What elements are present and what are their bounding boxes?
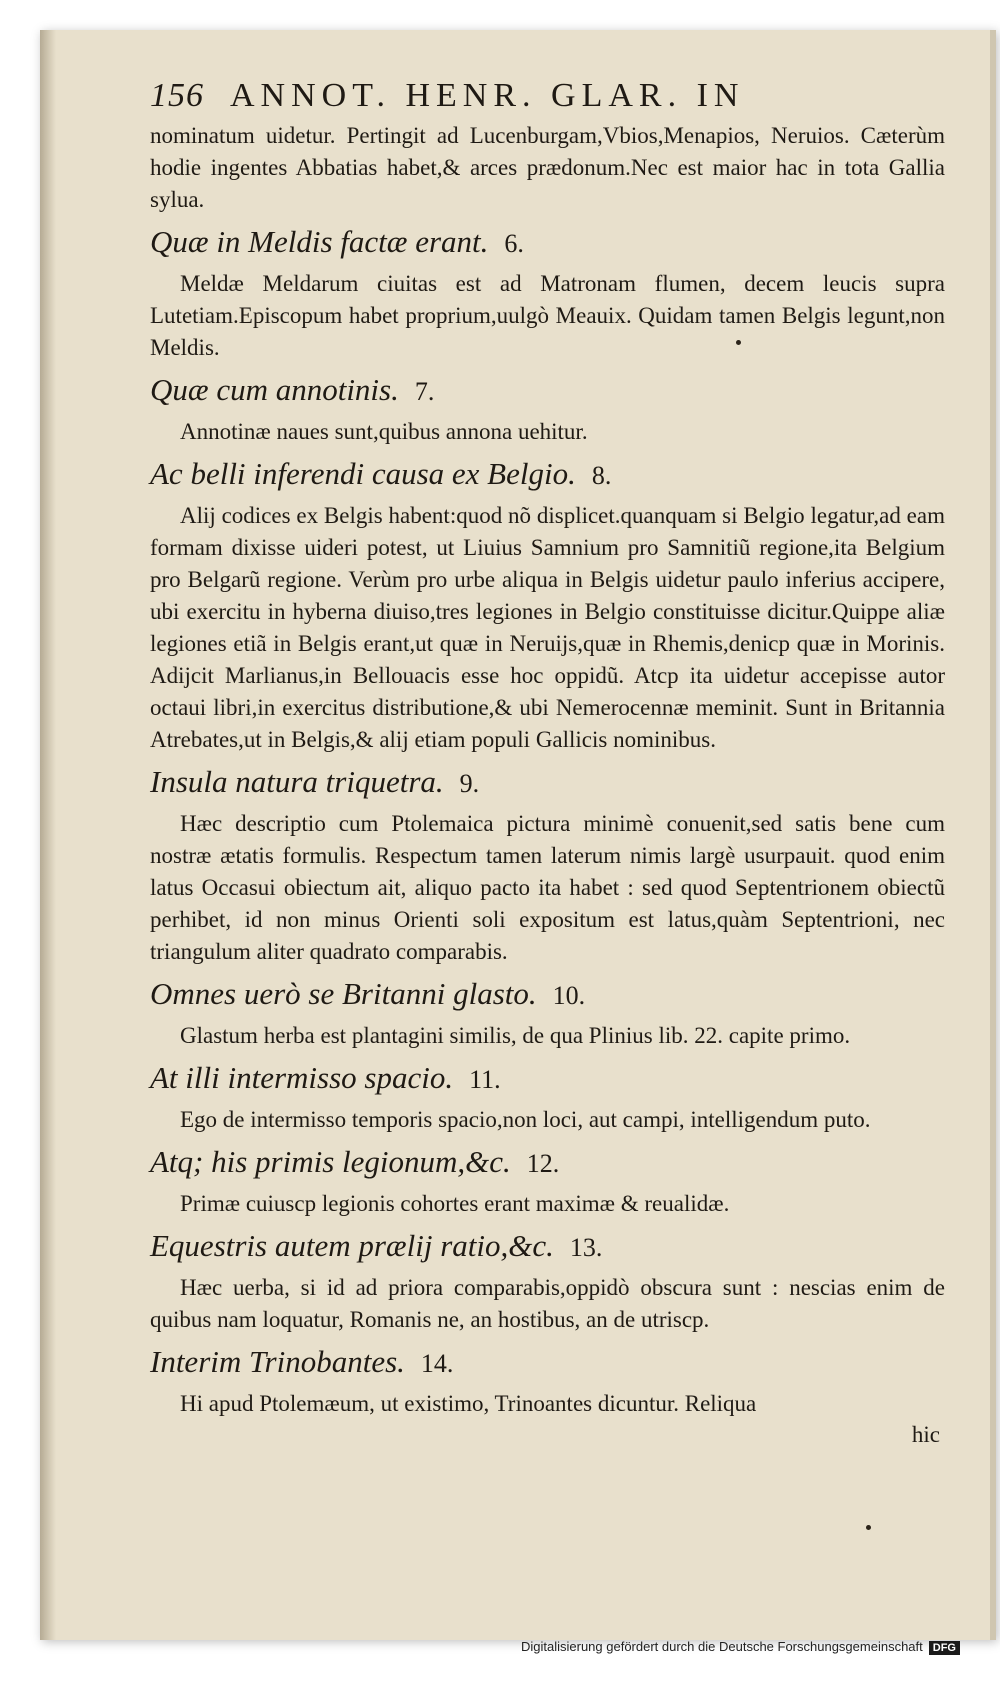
lemma-text: Interim Trinobantes. [150,1344,405,1379]
lemma-heading [150,220,945,266]
page-content [150,72,945,1450]
annotations-body [150,120,945,1420]
commentary-paragraph: Hæc descriptio cum Ptolemaica pictura minimè conuenit,sed satis bene cum nostræ ætatis formulis. Respectum tamen laterum nimis largè usurpauit. quod enim latus Occasui obiectum ait, aliquo pacto ita habet : sed quod Septentrionem obiectũ perhibet, id non minus Orienti soli expositum est latus,quàm Septentrioni, nec triangulum aliter quadrato comparabis. [150,811,945,964]
running-header [150,72,945,120]
commentary-paragraph: Ego de intermisso temporis spacio,non loci, aut campi, intelligendum puto. [180,1107,871,1132]
ink-speck [736,340,741,345]
lemma-number: 8. [591,461,612,490]
lemma-text: Omnes uerò se Britanni glasto. [150,976,537,1011]
footer-text: Digitalisierung gefördert durch die Deutsche Forschungsgemeinschaft [520,1639,923,1654]
lemma-heading [150,760,945,806]
lemma-heading [150,1056,945,1102]
lemma-text: Atq; his primis legionum,&c. [150,1144,511,1179]
lemma-number: 12. [526,1149,560,1178]
commentary-paragraph: nominatum uidetur. Pertingit ad Lucenburgam,Vbios,Menapios, Neruios. Cæterùm hodie ingentes Abbatias habet,& arces prædonum.Nec est maior hac in tota Gallia sylua. [150,123,945,212]
ink-speck [866,1525,871,1530]
lemma-number: 9. [459,769,480,798]
commentary-paragraph: Glastum herba est plantagini similis, de qua Plinius lib. 22. capite primo. [180,1023,851,1048]
lemma-text: At illi intermisso spacio. [150,1060,454,1095]
commentary-paragraph: Alij codices ex Belgis habent:quod nõ displicet.quanquam si Belgio legatur,ad eam formam dixisse uideri potest, ut Liuius Samnium pro Samnitiũ regione,ita Belgium pro Belgarũ regione. Verùm pro urbe aliqua in Belgis uidetur paulo inferius accipere, ubi exercitu in hyberna diuiso,tres legiones in Belgio constituisse dicitur.Quippe aliæ legiones etiã in Belgis erant,ut quæ in Neruijs,quæ in Rhemis,denicp quæ in Morinis. Adijcit Marlianus,in Bellouacis esse hoc oppidũ. Atcp ita uidetur accepisse autor octaui libri,in exercitus distributione,& ubi Nemerocennæ meminit. Sunt in Britannia Atrebates,ut in Belgis,& alij etiam populi Gallicis nominibus. [150,503,945,752]
lemma-text: Insula natura triquetra. [150,764,444,799]
commentary-paragraph: Primæ cuiuscp legionis cohortes erant maximæ & reualidæ. [180,1191,730,1216]
page-number: 156 [150,77,204,114]
catchword: hic [911,1422,940,1447]
running-head-title: ANNOT. HENR. GLAR. IN [230,77,745,114]
lemma-heading [150,1340,945,1386]
lemma-number: 14. [420,1349,454,1378]
commentary-paragraph: Hæc uerba, si id ad priora comparabis,oppidò obscura sunt : nescias enim de quibus nam loquatur, Romanis ne, an hostibus, an de utriscp. [150,1275,945,1332]
lemma-heading [150,972,945,1018]
lemma-number: 6. [504,229,524,258]
lemma-number: 13. [569,1233,603,1262]
lemma-heading [150,1140,945,1186]
lemma-number: 10. [552,981,586,1010]
lemma-heading [150,1224,945,1270]
lemma-text: Quæ in Meldis factæ erant. [150,224,489,259]
lemma-text: Equestris autem prælij ratio,&c. [150,1228,554,1263]
commentary-paragraph: Annotinæ naues sunt,quibus annona uehitur. [180,419,588,444]
lemma-text: Quæ cum annotinis. [150,372,399,407]
lemma-heading [150,368,945,414]
lemma-number: 7. [414,377,435,406]
dfg-logo: DFG [929,1641,960,1655]
lemma-heading [150,452,945,498]
commentary-paragraph: Meldæ Meldarum ciuitas est ad Matronam flumen, decem leucis supra Lutetiam.Episcopum habet proprium,uulgò Meauix. Quidam tamen Belgis legunt,non Meldis. [150,271,945,360]
lemma-text: Ac belli inferendi causa ex Belgio. [150,456,576,491]
commentary-paragraph: Hi apud Ptolemæum, ut existimo, Trinoantes dicuntur. Reliqua [180,1391,757,1416]
lemma-number: 11. [469,1065,501,1094]
footer-credit [0,1639,1000,1663]
